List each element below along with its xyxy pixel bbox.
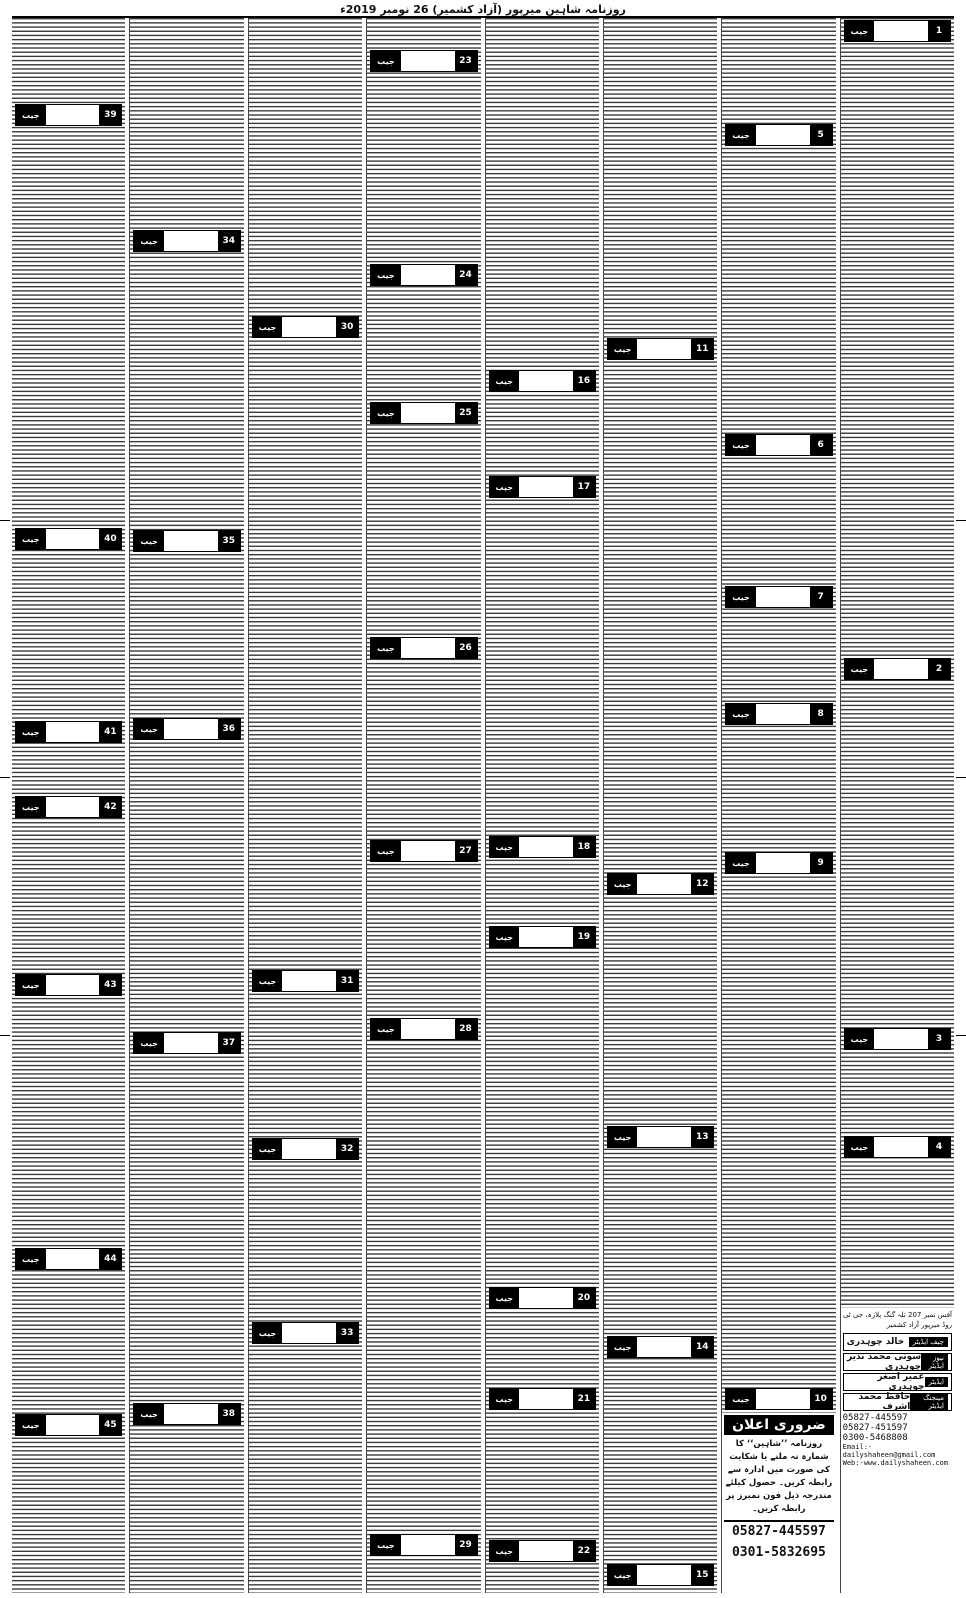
- notice-title: ضروری اعلان: [724, 1415, 833, 1435]
- news-item-header: [15, 974, 122, 996]
- news-item-label: جیب: [16, 105, 46, 125]
- news-item-number: 32: [336, 1139, 358, 1159]
- news-item-label: جیب: [371, 51, 401, 71]
- news-item-header: [844, 1136, 951, 1158]
- notice-body: روزنامہ ’’شاہین‘‘ کا شمارہ نہ ملنے یا شکایت کی صورت میں ادارہ سے رابطہ کریں۔ حصول کیلئے مندرجہ ذیل فون نمبرز پر رابطہ کریں۔: [725, 1439, 833, 1514]
- news-item-number: 35: [218, 531, 240, 551]
- news-item-header: [370, 402, 477, 424]
- masthead-date: روزنامہ شاہین میرپور (آزاد کشمیر) 26 نومبر 2019ء: [340, 2, 626, 16]
- news-item-header: [370, 264, 477, 286]
- news-item-number: 23: [455, 51, 477, 71]
- news-item-header: [489, 476, 596, 498]
- news-item-header: [489, 1388, 596, 1410]
- news-item-header: [725, 1388, 832, 1410]
- news-item-header: [133, 718, 240, 740]
- news-item-number: 43: [99, 975, 121, 995]
- fold-mark: [0, 1035, 10, 1036]
- news-item-header: [252, 970, 359, 992]
- news-item-number: 13: [691, 1127, 713, 1147]
- news-item-number: 4: [928, 1137, 950, 1157]
- news-item-header: [15, 1248, 122, 1270]
- news-item-number: 36: [218, 719, 240, 739]
- news-item-label: جیب: [726, 704, 756, 724]
- news-item-number: 30: [336, 317, 358, 337]
- news-item-label: جیب: [371, 638, 401, 658]
- news-item-number: 20: [573, 1288, 595, 1308]
- news-item-header: [844, 20, 951, 42]
- news-item-header: [370, 840, 477, 862]
- news-item-header: [489, 1540, 596, 1562]
- news-item-label: جیب: [134, 1404, 164, 1424]
- news-item-header: [133, 530, 240, 552]
- staff-name: عمیر اصغر چوہدری: [877, 1372, 925, 1392]
- news-item-label: جیب: [134, 1033, 164, 1053]
- news-item-label: جیب: [608, 1127, 638, 1147]
- news-item-number: 17: [573, 477, 595, 497]
- news-item-label: جیب: [608, 1565, 638, 1585]
- news-item-header: [725, 852, 832, 874]
- news-item-header: [607, 1564, 714, 1586]
- fold-mark: [956, 1035, 966, 1036]
- news-item-header: [370, 637, 477, 659]
- news-item-number: 42: [99, 797, 121, 817]
- article-column-4: [485, 18, 599, 1593]
- news-item-number: 24: [455, 265, 477, 285]
- news-item-header: [133, 230, 240, 252]
- news-item-label: جیب: [253, 1139, 283, 1159]
- news-item-label: جیب: [845, 659, 875, 679]
- news-item-label: جیب: [16, 722, 46, 742]
- news-item-label: جیب: [845, 1029, 875, 1049]
- contact-email: Email:-dailyshaheen@gmail.com: [842, 1443, 936, 1459]
- news-item-label: جیب: [608, 1337, 638, 1357]
- news-item-number: 19: [573, 927, 595, 947]
- news-item-number: 28: [455, 1019, 477, 1039]
- news-item-header: [15, 721, 122, 743]
- news-item-number: 25: [455, 403, 477, 423]
- news-item-label: جیب: [16, 1415, 46, 1435]
- news-item-label: جیب: [16, 797, 46, 817]
- news-item-number: 22: [573, 1541, 595, 1561]
- news-item-label: جیب: [490, 927, 520, 947]
- news-item-header: [607, 338, 714, 360]
- news-item-header: [607, 1336, 714, 1358]
- news-item-label: جیب: [845, 1137, 875, 1157]
- news-item-number: 10: [810, 1389, 832, 1409]
- masthead: [12, 2, 954, 18]
- news-item-label: جیب: [490, 1389, 520, 1409]
- staff-row: [843, 1393, 952, 1411]
- news-item-label: جیب: [490, 371, 520, 391]
- notice-phone: 05827-445597: [724, 1520, 833, 1539]
- news-item-label: جیب: [845, 21, 875, 41]
- news-item-header: [607, 873, 714, 895]
- news-item-label: جیب: [253, 971, 283, 991]
- news-item-number: 14: [691, 1337, 713, 1357]
- news-item-number: 2: [928, 659, 950, 679]
- staff-name: خالد چوہدری: [846, 1337, 905, 1347]
- contact-phone: 05827-445597: [842, 1413, 908, 1423]
- contact-website: Web:-www.dailyshaheen.com: [842, 1459, 948, 1467]
- news-item-label: جیب: [371, 1535, 401, 1555]
- news-item-label: جیب: [134, 531, 164, 551]
- news-item-header: [844, 1028, 951, 1050]
- news-item-label: جیب: [490, 477, 520, 497]
- columns-container: [12, 18, 954, 1593]
- news-item-number: 39: [99, 105, 121, 125]
- news-item-header: [844, 658, 951, 680]
- news-item-header: [725, 586, 832, 608]
- news-item-label: جیب: [134, 719, 164, 739]
- news-item-number: 34: [218, 231, 240, 251]
- news-item-number: 31: [336, 971, 358, 991]
- news-item-number: 21: [573, 1389, 595, 1409]
- news-item-label: جیب: [726, 587, 756, 607]
- contact-phone: 05827-451597: [842, 1423, 908, 1433]
- notice-phone: 0301-5832695: [731, 1545, 826, 1560]
- article-column-1: [840, 18, 954, 1593]
- news-item-number: 8: [810, 704, 832, 724]
- masthead-info-panel: [841, 1308, 954, 1593]
- news-item-header: [725, 124, 832, 146]
- news-item-label: جیب: [371, 403, 401, 423]
- news-item-label: جیب: [371, 265, 401, 285]
- staff-row: [843, 1353, 952, 1371]
- staff-role: مینجنگ ایڈیٹر: [910, 1393, 948, 1411]
- news-item-header: [252, 316, 359, 338]
- news-item-label: جیب: [253, 1323, 283, 1343]
- staff-name: سونی محمد نذیر چوہدری: [846, 1352, 922, 1372]
- news-item-label: جیب: [253, 317, 283, 337]
- news-item-header: [489, 370, 596, 392]
- news-item-number: 37: [218, 1033, 240, 1053]
- news-item-label: جیب: [608, 874, 638, 894]
- article-column-8: [12, 18, 125, 1593]
- news-item-label: جیب: [371, 841, 401, 861]
- news-item-header: [370, 1018, 477, 1040]
- staff-role: ایڈیٹر: [925, 1377, 949, 1387]
- fold-mark: [0, 520, 10, 521]
- news-item-header: [489, 836, 596, 858]
- news-item-label: جیب: [726, 125, 756, 145]
- news-item-header: [133, 1032, 240, 1054]
- news-item-header: [489, 1287, 596, 1309]
- news-item-number: 16: [573, 371, 595, 391]
- news-item-number: 26: [455, 638, 477, 658]
- important-notice: [722, 1413, 835, 1593]
- news-item-header: [607, 1126, 714, 1148]
- news-item-header: [15, 528, 122, 550]
- news-item-label: جیب: [371, 1019, 401, 1039]
- news-item-number: 27: [455, 841, 477, 861]
- news-item-label: جیب: [608, 339, 638, 359]
- news-item-header: [15, 796, 122, 818]
- news-item-label: جیب: [726, 853, 756, 873]
- news-item-number: 5: [810, 125, 832, 145]
- news-item-number: 33: [336, 1323, 358, 1343]
- staff-name: حافظ محمد اشرف: [858, 1392, 911, 1412]
- fold-mark: [956, 520, 966, 521]
- staff-row: [843, 1333, 952, 1351]
- news-item-header: [489, 926, 596, 948]
- news-item-header: [725, 703, 832, 725]
- news-item-number: 15: [691, 1565, 713, 1585]
- news-item-label: جیب: [490, 1288, 520, 1308]
- news-item-number: 1: [928, 21, 950, 41]
- news-item-number: 29: [455, 1535, 477, 1555]
- news-item-label: جیب: [134, 231, 164, 251]
- news-item-header: [15, 1414, 122, 1436]
- office-address: آفس نمبر 207 تلہ گنگ پلازہ، جی ٹی روڈ میرپور آزاد کشمیر: [842, 1311, 952, 1329]
- news-item-number: 18: [573, 837, 595, 857]
- news-item-header: [370, 50, 477, 72]
- news-item-header: [252, 1138, 359, 1160]
- news-item-header: [133, 1403, 240, 1425]
- news-item-number: 40: [99, 529, 121, 549]
- staff-role: نیوز ایڈیٹر: [921, 1353, 948, 1371]
- fold-mark: [956, 777, 966, 778]
- news-item-label: جیب: [726, 1389, 756, 1409]
- news-item-number: 3: [928, 1029, 950, 1049]
- news-item-header: [252, 1322, 359, 1344]
- news-item-number: 44: [99, 1249, 121, 1269]
- news-item-label: جیب: [16, 1249, 46, 1269]
- news-item-label: جیب: [16, 529, 46, 549]
- news-item-header: [725, 434, 832, 456]
- article-column-7: [129, 18, 243, 1593]
- news-item-number: 9: [810, 853, 832, 873]
- news-item-number: 38: [218, 1404, 240, 1424]
- news-item-label: جیب: [726, 435, 756, 455]
- news-item-number: 11: [691, 339, 713, 359]
- news-item-label: جیب: [16, 975, 46, 995]
- article-column-6: [248, 18, 362, 1593]
- news-item-label: جیب: [490, 837, 520, 857]
- news-item-header: [15, 104, 122, 126]
- article-column-2: [721, 18, 835, 1593]
- news-item-number: 41: [99, 722, 121, 742]
- article-column-3: [603, 18, 717, 1593]
- staff-role: چیف ایڈیٹر: [909, 1337, 948, 1347]
- news-item-label: جیب: [490, 1541, 520, 1561]
- fold-mark: [0, 777, 10, 778]
- news-item-number: 7: [810, 587, 832, 607]
- news-item-number: 12: [691, 874, 713, 894]
- news-item-number: 45: [99, 1415, 121, 1435]
- staff-row: [843, 1373, 952, 1391]
- news-item-number: 6: [810, 435, 832, 455]
- contact-phone: 0300-5468808: [842, 1433, 908, 1443]
- article-column-5: [366, 18, 480, 1593]
- news-item-header: [370, 1534, 477, 1556]
